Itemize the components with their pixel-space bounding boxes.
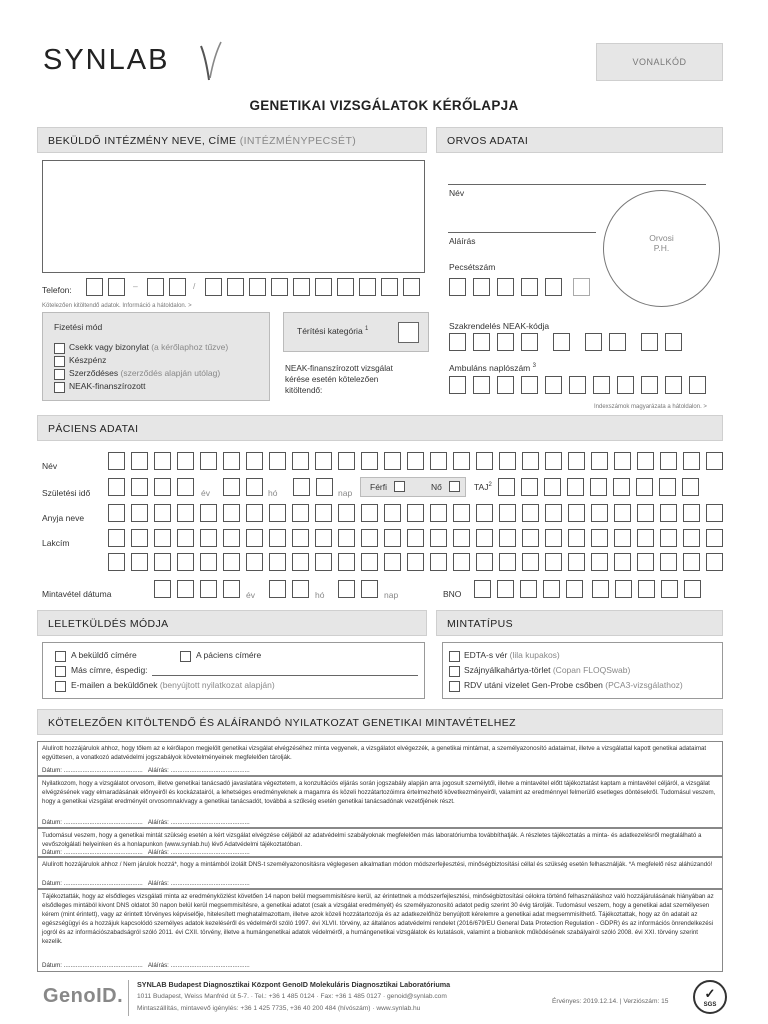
male-label: Férfi [370,482,387,492]
sample-swab-label: Szájnyálkahártya-törlet (Copan FLOQSwab) [464,665,631,675]
taj-cell[interactable] [682,478,699,496]
patient-name-cell[interactable] [545,452,562,470]
mother-name-cell[interactable] [591,504,608,522]
mother-name-cell[interactable] [292,504,309,522]
address-cell[interactable] [200,529,217,547]
patient-name-label: Név [42,461,58,471]
bno-cell[interactable] [638,580,655,598]
sender-section-hint: (INTÉZMÉNYPECSÉT) [239,135,357,147]
declaration-sign-row[interactable]: Dátum: .............................................. Aláírás: .............................................. [42,849,250,856]
bno-cell[interactable] [684,580,701,598]
address-cell[interactable] [154,529,171,547]
taj-cell[interactable] [521,478,538,496]
address-cell[interactable] [361,553,378,571]
neak-code-cell[interactable] [473,333,490,351]
payment-option: Készpénz [69,355,107,365]
birth-year-cell[interactable] [177,478,194,496]
address-cell[interactable] [407,553,424,571]
patient-name-cell[interactable] [361,452,378,470]
address-cell[interactable] [177,529,194,547]
declaration-text: Alulírott hozzájárulok ahhoz, hogy tőlem az e kérőlapon megjelölt genetikai vizsgálat elvégzéséhez minta vegyenek, a vizsgálatot elvégezzék, a genetikai mintámat, a személyazonosító adataimat, illetve a vizsgálattal kapott genetikai adataimat együttesen, a vonatkozó adatvédelmi jogszabályok követelményeinek megfelelően tárolják. [42,745,707,761]
sampling-year-cell[interactable] [154,580,171,598]
address-cell[interactable] [131,529,148,547]
patient-name-cell[interactable] [177,452,194,470]
address-cell[interactable] [706,553,723,571]
neak-code-label: Szakrendelés NEAK-kódja [449,321,550,331]
mother-name-cell[interactable] [407,504,424,522]
address-cell[interactable] [269,529,286,547]
sample-section-title: MINTATÍPUS [447,618,514,630]
patient-name-cell[interactable] [660,452,677,470]
address-cell[interactable] [108,553,125,571]
delivery-other-line[interactable] [152,675,418,676]
patient-name-cell[interactable] [131,452,148,470]
birth-label: Születési idő [42,488,91,498]
patient-name-cell[interactable] [499,452,516,470]
delivery-patient-label: A páciens címére [196,650,262,660]
patient-name-cell[interactable] [568,452,585,470]
mother-name-cell[interactable] [177,504,194,522]
neak-code-cell[interactable] [497,333,514,351]
phone-sep: / [193,281,196,291]
bno-cell[interactable] [497,580,514,598]
address-cell[interactable] [292,553,309,571]
sampling-year-cell[interactable] [223,580,240,598]
neak-code-cell[interactable] [521,333,538,351]
phone-cell[interactable] [227,278,244,296]
address-cell[interactable] [384,553,401,571]
stamp-number-cell[interactable] [497,278,514,296]
address-cell[interactable] [683,553,700,571]
form-title: GENETIKAI VIZSGÁLATOK KÉRŐLAPJA [249,98,519,113]
patient-name-cell[interactable] [384,452,401,470]
declaration-block [37,741,723,776]
barcode-label: VONALKÓD [632,57,687,67]
stamp-number-label: Pecsétszám [449,262,496,272]
mother-name-cell[interactable] [568,504,585,522]
sampling-month-cell[interactable] [292,580,309,598]
ambulance-label: Ambuláns naplószám $^3$ [449,363,536,373]
sampling-month-label: hó [315,590,325,600]
patient-name-cell[interactable] [407,452,424,470]
sampling-month-cell[interactable] [269,580,286,598]
bno-cell[interactable] [474,580,491,598]
genoid-logo [43,985,123,1008]
ambulance-cell[interactable] [641,376,658,394]
patient-name-cell[interactable] [706,452,723,470]
declaration-block [37,776,723,828]
address-cell[interactable] [430,529,447,547]
mother-name-cell[interactable] [200,504,217,522]
address-cell[interactable] [522,553,539,571]
patient-name-cell[interactable] [108,452,125,470]
female-label: Nő [431,482,442,492]
mother-name-cell[interactable] [223,504,240,522]
patient-section-header [37,415,723,441]
bno-label: BNO [443,589,462,599]
ambulance-cell[interactable] [569,376,586,394]
patient-name-cell[interactable] [292,452,309,470]
patient-name-cell[interactable] [614,452,631,470]
sampling-year-cell[interactable] [177,580,194,598]
sample-edta-label: EDTA-s vér (lila kupakos) [464,650,560,660]
sender-stamp-box[interactable] [42,160,425,273]
neak-code-cell[interactable] [553,333,570,351]
patient-name-cell[interactable] [200,452,217,470]
phone-cell[interactable] [86,278,103,296]
neak-note: NEAK-finanszírozott vizsgálat kérése esetén kötelezően kitöltendő: [285,364,393,395]
neak-code-cell[interactable] [449,333,466,351]
patient-name-cell[interactable] [315,452,332,470]
patient-name-cell[interactable] [246,452,263,470]
address-cell[interactable] [683,529,700,547]
mother-name-cell[interactable] [706,504,723,522]
address-cell[interactable] [637,553,654,571]
patient-name-cell[interactable] [637,452,654,470]
address-cell[interactable] [706,529,723,547]
declaration-section-header [37,709,723,735]
patient-name-cell[interactable] [591,452,608,470]
address-cell[interactable] [614,553,631,571]
patient-name-cell[interactable] [269,452,286,470]
phone-cell[interactable] [108,278,125,296]
address-cell[interactable] [361,529,378,547]
birth-year-cell[interactable] [154,478,171,496]
sample-urine-label: RDV utáni vizelet Gen-Probe csőben (PCA3-vizsgálathoz) [464,680,683,690]
bno-cell[interactable] [592,580,609,598]
taj-cell[interactable] [613,478,630,496]
mother-name-cell[interactable] [683,504,700,522]
sender-section-title: BEKÜLDŐ INTÉZMÉNY NEVE, CÍME [48,135,237,147]
sampling-label: Mintavétel dátuma [42,589,112,599]
patient-name-cell[interactable] [453,452,470,470]
patient-name-cell[interactable] [430,452,447,470]
month-label: hó [268,488,278,498]
delivery-email-label: E-mailen a beküldőnek (benyújtott nyilatkozat alapján) [71,680,275,690]
taj-cell[interactable] [567,478,584,496]
phone-cell[interactable] [147,278,164,296]
mother-name-cell[interactable] [154,504,171,522]
ambulance-cell[interactable] [473,376,490,394]
patient-name-cell[interactable] [223,452,240,470]
declaration-text: Tudomásul veszem, hogy a genetikai mintát szükség esetén a kért vizsgálat elvégzése céljából az adatvédelmi szabályoknak megfelelően más laboratóriumba továbbíthatják. A részletes tájékoztatás a minta- és adatkezelésről megtalálható a vevőszolgálati helyeinken és a honlapunkon (www.synlab.hu) lévő Adatvédelmi tájékoztatóban. [42,832,702,848]
birth-day-cell[interactable] [316,478,333,496]
synlab-leaf-icon [195,40,227,82]
female-checkbox[interactable] [449,481,460,492]
doctor-stamp-circle[interactable]: Orvosi P.H. [603,190,720,307]
ambulance-cell[interactable] [449,376,466,394]
address-cell[interactable] [338,529,355,547]
bno-cell[interactable] [566,580,583,598]
stamp-number-cell[interactable] [473,278,490,296]
address-cell[interactable] [476,529,493,547]
delivery-other-checkbox[interactable] [55,666,66,677]
mother-name-cell[interactable] [522,504,539,522]
footer-address: 1011 Budapest, Weiss Manfréd út 5-7. · Tel.: +36 1 485 0124 · Fax: +36 1 485 0127 · genoid@synlab.com [137,993,447,1000]
address-label: Lakcím [42,538,70,548]
doctor-note: Indexszámok magyarázata a hátoldalon. > [594,404,707,410]
footer-lab-name: SYNLAB Budapest Diagnosztikai Központ GenoID Molekuláris Diagnosztikai Laboratóriuma [137,980,451,989]
declaration-block [37,857,723,889]
mother-name-cell[interactable] [637,504,654,522]
doctor-name-label: Név [449,188,465,198]
mother-name-cell[interactable] [108,504,125,522]
address-cell[interactable] [223,529,240,547]
patient-name-cell[interactable] [476,452,493,470]
bno-cell[interactable] [615,580,632,598]
address-cell[interactable] [568,553,585,571]
declaration-sign-row[interactable]: Dátum: .............................................. Aláírás: .............................................. [42,962,250,969]
declaration-sign-row[interactable]: Dátum: .............................................. Aláírás: .............................................. [42,767,250,774]
address-cell[interactable] [430,553,447,571]
bno-cell[interactable] [661,580,678,598]
taj-cell[interactable] [498,478,515,496]
footer-version: Érvényes: 2019.12.14. | Verziószám: 15 [552,998,669,1005]
year-label: év [201,488,210,498]
payment-option-checkbox[interactable] [54,343,65,354]
taj-cell[interactable] [590,478,607,496]
phone-cell[interactable] [169,278,186,296]
address-cell[interactable] [591,553,608,571]
payment-option-checkbox[interactable] [54,356,65,367]
ambulance-cell[interactable] [521,376,538,394]
logo-text: SYNLAB [43,44,170,76]
delivery-sender-checkbox[interactable] [55,651,66,662]
ambulance-cell[interactable] [617,376,634,394]
mother-name-cell[interactable] [453,504,470,522]
address-cell[interactable] [407,529,424,547]
address-cell[interactable] [384,529,401,547]
mother-label: Anyja neve [42,513,85,523]
birth-month-cell[interactable] [223,478,240,496]
patient-section-title: PÁCIENS ADATAI [48,423,139,435]
phone-cell[interactable] [293,278,310,296]
mother-name-cell[interactable] [315,504,332,522]
phone-cell[interactable] [337,278,354,296]
phone-cell[interactable] [403,278,420,296]
birth-year-cell[interactable] [108,478,125,496]
mother-name-cell[interactable] [499,504,516,522]
stamp-number-cell[interactable] [449,278,466,296]
genoid-logo-text: GenoID. [43,985,124,1007]
declaration-section-title: KÖTELEZŐEN KITÖLTENDŐ ÉS ALÁÍRANDÓ NYILATKOZAT GENETIKAI MINTAVÉTELHEZ [48,717,516,729]
phone-cell[interactable] [249,278,266,296]
address-cell[interactable] [591,529,608,547]
delivery-section-title: LELETKÜLDÉS MÓDJA [48,618,169,630]
address-cell[interactable] [246,553,263,571]
address-cell[interactable] [522,529,539,547]
doctor-section-header [436,127,723,153]
sampling-year-label: év [246,590,255,600]
stamp-number-cell[interactable] [573,278,590,296]
patient-name-cell[interactable] [338,452,355,470]
declaration-sign-row[interactable]: Dátum: .............................................. Aláírás: .............................................. [42,880,250,887]
neak-code-cell[interactable] [609,333,626,351]
payment-title: Fizetési mód [54,322,103,332]
mother-name-cell[interactable] [131,504,148,522]
phone-sep: – [133,281,138,291]
certification-badge [693,980,727,1014]
sampling-day-cell[interactable] [338,580,355,598]
payment-option: Szerződéses (szerződés alapján utólag) [69,368,221,378]
ambulance-cell[interactable] [665,376,682,394]
declaration-text: Alulírott hozzájárulok ahhoz / Nem járulok hozzá*, hogy a mintámból izolált DNS-t személyazonosításra véglegesen alkalmatlan módon módszerfejlesztési, minőségbiztosítási céllal és szükség esetén felhasználják. *A megfelelő rész aláhúzandó! [42,861,713,868]
address-cell[interactable] [223,553,240,571]
fee-category-input[interactable] [398,322,419,343]
delivery-email-checkbox[interactable] [55,681,66,692]
mother-name-cell[interactable] [246,504,263,522]
address-cell[interactable] [292,529,309,547]
delivery-patient-checkbox[interactable] [180,651,191,662]
mother-name-cell[interactable] [660,504,677,522]
mother-name-cell[interactable] [476,504,493,522]
declaration-sign-row[interactable]: Dátum: .............................................. Aláírás: .............................................. [42,819,250,826]
taj-cell[interactable] [544,478,561,496]
address-cell[interactable] [315,553,332,571]
patient-name-cell[interactable] [683,452,700,470]
phone-cell[interactable] [205,278,222,296]
doctor-sign-line [448,232,596,233]
address-cell[interactable] [246,529,263,547]
fee-category-label: Térítési kategória $^1$ [297,326,369,336]
ambulance-cell[interactable] [545,376,562,394]
birth-year-cell[interactable] [131,478,148,496]
neak-code-cell[interactable] [641,333,658,351]
sender-note: Kötelezően kitöltendő adatok. Információ a hátoldalon. > [42,303,192,309]
bno-cell[interactable] [543,580,560,598]
delivery-sender-label: A beküldő címére [71,650,137,660]
footer-contact: Mintaszállítás, mintavevő igénylés: +36 1 425 7735, +36 40 200 484 (hívószám) · www.synlab.hu [137,1005,421,1012]
address-cell[interactable] [499,553,516,571]
address-cell[interactable] [108,529,125,547]
bno-cell[interactable] [520,580,537,598]
address-cell[interactable] [453,553,470,571]
ambulance-cell[interactable] [497,376,514,394]
birth-day-cell[interactable] [293,478,310,496]
day-label: nap [338,488,353,498]
sender-section-header [37,127,427,153]
declaration-block [37,889,723,972]
sample-urine-checkbox[interactable] [449,681,460,692]
mother-name-cell[interactable] [430,504,447,522]
sampling-year-cell[interactable] [200,580,217,598]
neak-code-cell[interactable] [665,333,682,351]
address-cell[interactable] [545,529,562,547]
doctor-section-title: ORVOS ADATAI [447,135,529,147]
delivery-other-label: Más címre, éspedig: [71,665,148,675]
address-cell[interactable] [154,553,171,571]
birth-month-cell[interactable] [246,478,263,496]
sampling-day-cell[interactable] [361,580,378,598]
address-cell[interactable] [269,553,286,571]
male-checkbox[interactable] [394,481,405,492]
address-cell[interactable] [200,553,217,571]
phone-cell[interactable] [359,278,376,296]
mother-name-cell[interactable] [361,504,378,522]
payment-option-checkbox[interactable] [54,382,65,393]
sample-swab-checkbox[interactable] [449,666,460,677]
ambulance-cell[interactable] [689,376,706,394]
declaration-text: Tájékoztatták, hogy az elsődleges vizsgálati minta az eredményközlést követően 14 napon belül megsemmisítésre kerül, az érintettnek a módszerfejlesztési, minőségbiztosítási célokra történő felhasználáshoz való hozzájárulásának hiányában az elsődleges mintából kivont DNS oldatot 30 napon belül kerül megsemmisítésre, a genetikai adatot (csak a vizsgálat eredményét) és személyazonosító adatot pedig szerint 30 évig tárolják. Tudomásul veszem, hogy a genetikai adat személyesen kérem (mint érintett), vagy az érintett törvényes képviselője, hitelesített meghatalmazottam, illetve azok közeli hozzátartozója és az adatkezelőhöz benyújtott kérelemre a genetikai adat megsemmisíthető. Tájékoztattak, hogy az ön adatait az egészségügyi és a hozzájuk kapcsolódó személyes adatok kezeléséről és védelméről szóló 1997. évi XLVII. törvény, az általános adatvédelmi rendelet (2016/679/EU General Data Protection Regulation - GDPR) és az információs önrendelkezési jogról és az információszabadságról szóló 2011. évi CXII. törvény, illetve a humángenetikai adatok védelméről, a humángenetikai vizsgálatok és kutatások, valamint a biobankok működésének szabályairól szóló 2008. évi XXI. törvény szerint kezelik. [42,893,714,945]
address-cell[interactable] [660,553,677,571]
address-cell[interactable] [499,529,516,547]
address-cell[interactable] [637,529,654,547]
sampling-day-label: nap [384,590,399,600]
address-cell[interactable] [338,553,355,571]
taj-cell[interactable] [659,478,676,496]
mother-name-cell[interactable] [614,504,631,522]
badge-check-icon: ✓ [704,986,716,1001]
delivery-section-header [37,610,427,636]
address-cell[interactable] [131,553,148,571]
barcode-area [596,43,723,81]
mother-name-cell[interactable] [269,504,286,522]
address-cell[interactable] [476,553,493,571]
mother-name-cell[interactable] [384,504,401,522]
phone-cell[interactable] [381,278,398,296]
address-cell[interactable] [453,529,470,547]
payment-option: Csekk vagy bizonylat (a kérőlaphoz tűzve) [69,342,229,352]
synlab-logo [43,44,169,77]
mother-name-cell[interactable] [545,504,562,522]
badge-label: SGS [703,1002,717,1008]
taj-label: TAJ$^2$ [474,482,492,492]
mother-name-cell[interactable] [338,504,355,522]
address-cell[interactable] [568,529,585,547]
sample-section-header [436,610,723,636]
patient-name-cell[interactable] [154,452,171,470]
payment-option: NEAK-finanszírozott [69,381,146,391]
phone-label: Telefon: [42,285,72,295]
sample-edta-checkbox[interactable] [449,651,460,662]
address-cell[interactable] [177,553,194,571]
taj-cell[interactable] [636,478,653,496]
doctor-sign-label: Aláírás [449,236,476,246]
phone-cell[interactable] [315,278,332,296]
ambulance-cell[interactable] [593,376,610,394]
address-cell[interactable] [660,529,677,547]
phone-cell[interactable] [271,278,288,296]
patient-name-cell[interactable] [522,452,539,470]
footer-divider [128,980,129,1016]
payment-option-checkbox[interactable] [54,369,65,380]
address-cell[interactable] [545,553,562,571]
declaration-block [37,828,723,857]
stamp-number-cell[interactable] [545,278,562,296]
doctor-name-line [448,184,706,185]
address-cell[interactable] [614,529,631,547]
neak-code-cell[interactable] [585,333,602,351]
declaration-text: Nyilatkozom, hogy a vizsgálatot orvosom, illetve genetikai tanácsadó javaslatára végeztetem, a konzultációs eljárás során jogszabály alapján arra jogosult személytől, illetve a mintavétel előtt tájékoztatást kaptam a mintavétel céljáról, a vizsgálat elvégzésének vagy elmaradásának előnyeiről és kockázatairól, a lehetséges eredményeknek a magamra és közeli hozzátartozóimra értelmezhető következményeiről, valamint az eredménnyel felmerülő esetleges döntésekről. Tudomásul veszem, hogy a genetikai vizsgálat eredményét orvosomnak/vagy a genetikai tanácsadót, továbbá a szűkség esetén genetikai tanácsadónak vezetőjének részt. [42,780,716,805]
stamp-number-cell[interactable] [521,278,538,296]
address-cell[interactable] [315,529,332,547]
